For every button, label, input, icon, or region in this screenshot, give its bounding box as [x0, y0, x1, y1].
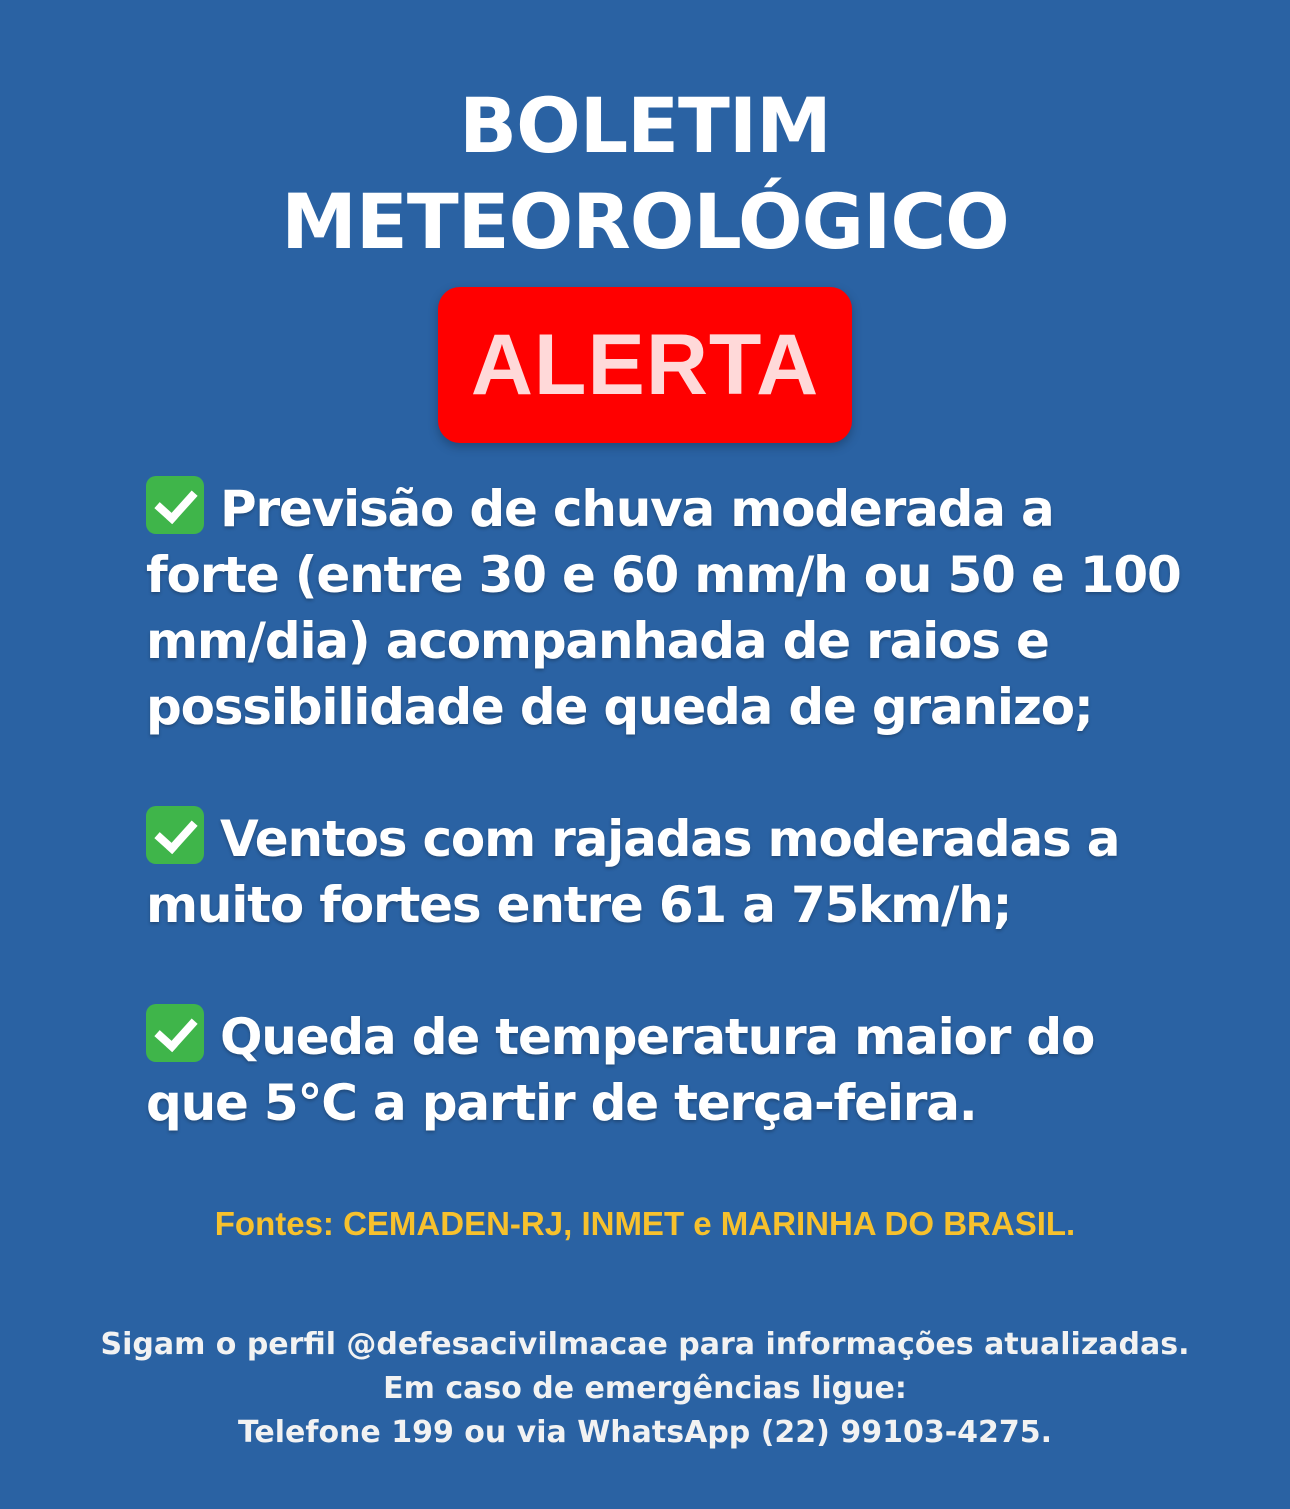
check-mark-icon: [146, 476, 204, 534]
title-line-1: BOLETIM: [459, 81, 831, 170]
footer-line-follow: Sigam o perfil @defesacivilmacae para informações atualizadas.: [100, 1327, 1190, 1362]
list-item: [146, 476, 1186, 740]
check-mark-icon: [146, 1004, 204, 1062]
alert-label: ALERTA: [470, 316, 820, 413]
list-item: [146, 806, 1186, 938]
check-mark-icon: [146, 806, 204, 864]
bullet-text: Ventos com rajadas moderadas a muito fortes entre 61 a 75km/h;: [146, 810, 1120, 934]
sources-text: Fontes: CEMADEN-RJ, INMET e MARINHA DO BRASIL.: [214, 1205, 1076, 1242]
bullet-text: Previsão de chuva moderada a forte (entre 30 e 60 mm/h ou 50 e 100 mm/dia) acompanhada de raios e possibilidade de queda de granizo;: [146, 480, 1181, 736]
bullet-text: Queda de temperatura maior do que 5°C a partir de terça-feira.: [146, 1008, 1095, 1132]
footer-line-emergency: Em caso de emergências ligue:: [383, 1371, 907, 1406]
bullet-list: [146, 476, 1186, 1202]
list-item: [146, 1004, 1186, 1136]
footer: [0, 1323, 1290, 1455]
alert-badge: [438, 287, 852, 443]
title-line-2: METEOROLÓGICO: [281, 177, 1009, 266]
footer-line-contact: Telefone 199 ou via WhatsApp (22) 99103-4275.: [237, 1415, 1053, 1450]
